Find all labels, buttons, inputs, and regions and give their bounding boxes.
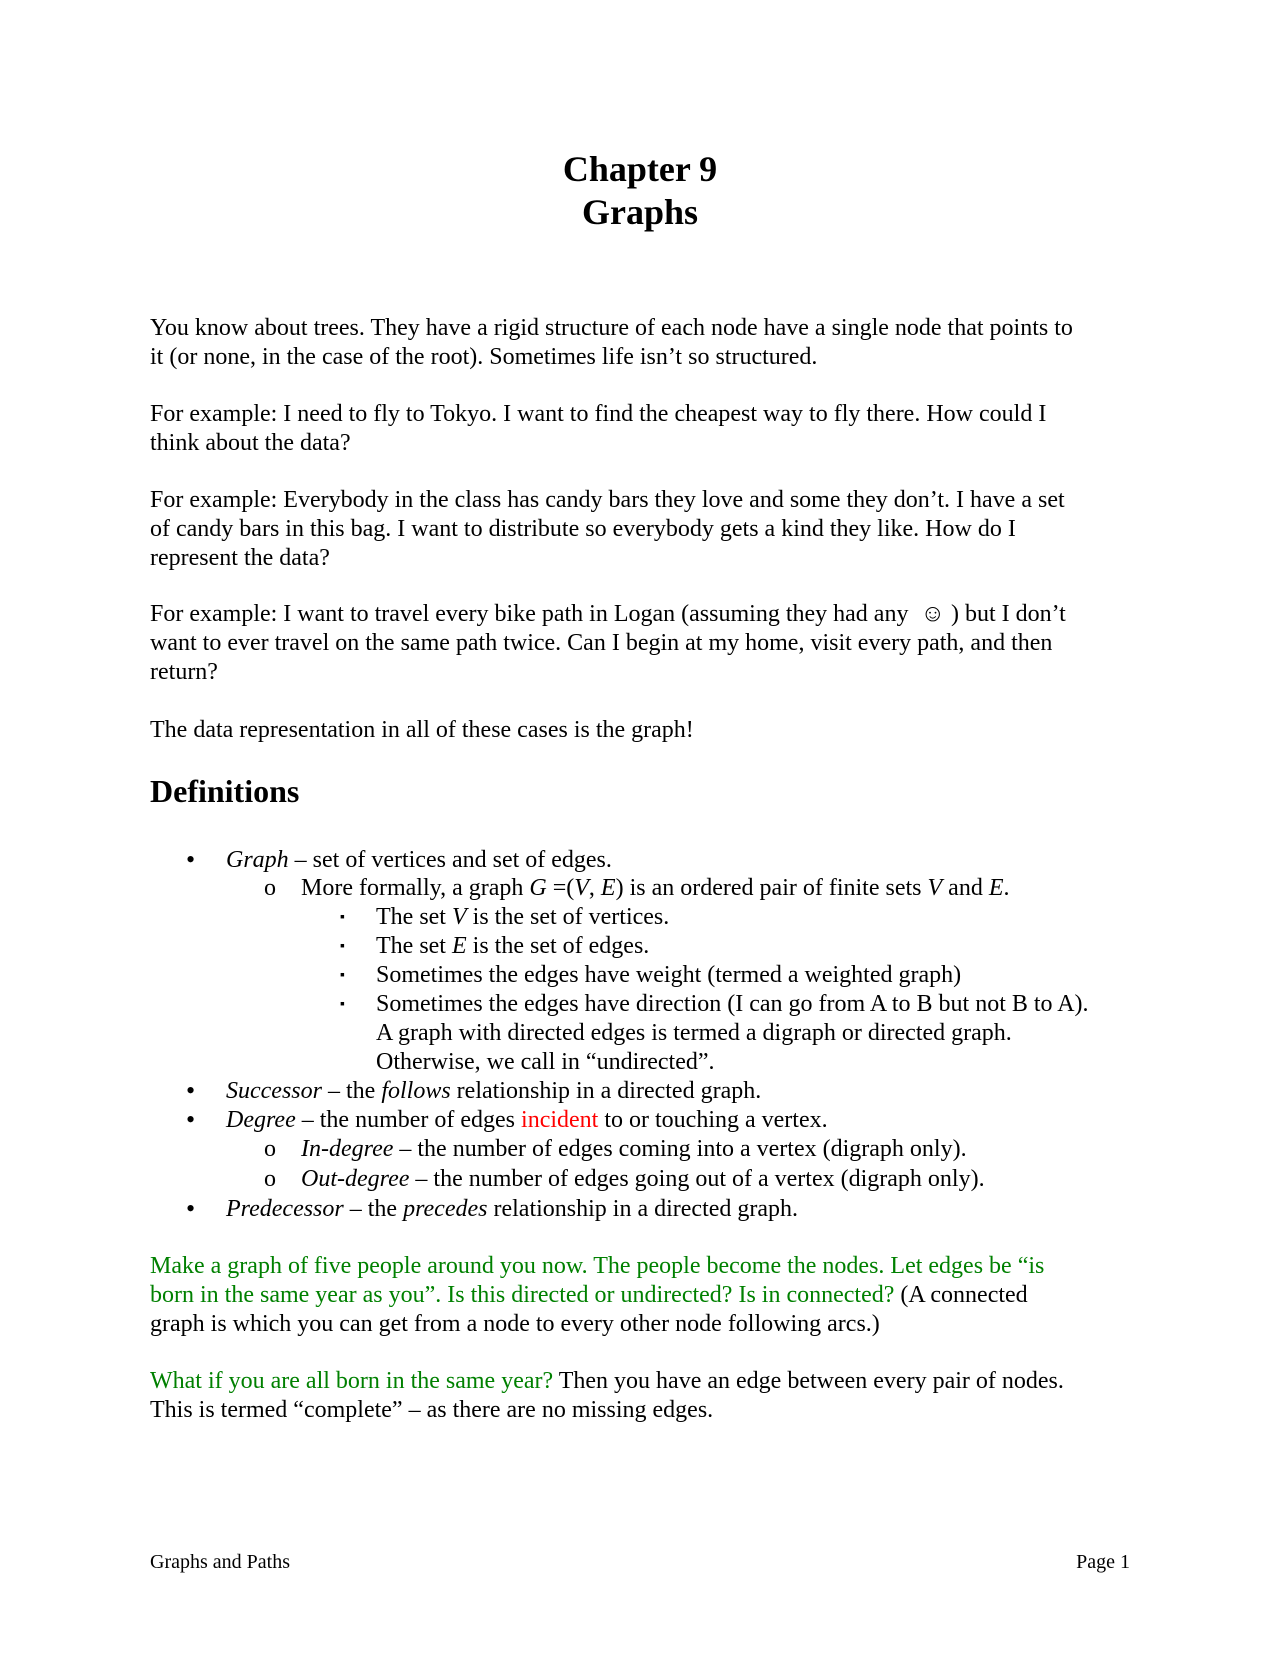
list-item-formal-definition: More formally, a graph G =(V, E) is an ordered pair of finite sets V and E. (301, 875, 1010, 901)
highlight-incident: incident (521, 1107, 599, 1133)
intro-paragraph-3: For example: Everybody in the class has candy bars they love and some they don’t. I have a set of candy bars in this bag. I want to distribute so everybody gets a kind they like. How do I represent the data? (150, 487, 1065, 571)
math-formula: G =(V, E) (529, 875, 624, 901)
circle-marker: o (264, 1136, 276, 1162)
activity-paragraph: Make a graph of five people around you now. The people become the nodes. Let edges be “is born in the same year as you”. Is this directed or undirected? Is in connected? (A connected graph is which you can get from a node to every other node following arcs.) (150, 1253, 1045, 1337)
square-marker: ▪ (340, 968, 345, 983)
footer-page-number: Page 1 (1076, 1551, 1130, 1573)
chapter-name: Graphs (581, 192, 699, 232)
smiley-icon: ☺ (920, 601, 945, 627)
term-degree: Degree (226, 1107, 296, 1133)
square-marker: ▪ (340, 910, 345, 925)
complete-graph-paragraph: What if you are all born in the same year? Then you have an edge between every pair of nodes. This is termed “complete” – as there are no missing edges. (150, 1368, 1064, 1423)
intro-paragraph-1: You know about trees. They have a rigid structure of each node have a single node that points to it (or none, in the case of the root). Sometimes life isn’t so structured. (150, 315, 1073, 370)
bullet-marker: • (186, 845, 196, 874)
list-item-edge-set: The set E is the set of edges. (376, 933, 650, 959)
square-marker: ▪ (340, 939, 345, 954)
chapter-title (0, 148, 1280, 234)
term-graph: Graph (226, 847, 289, 873)
term-predecessor: Predecessor (226, 1196, 344, 1222)
list-item-degree: Degree – the number of edges incident to or touching a vertex. (226, 1107, 828, 1133)
bullet-marker: • (186, 1194, 196, 1223)
list-item-successor: Successor – the follows relationship in a directed graph. (226, 1078, 762, 1104)
circle-marker: o (264, 1166, 276, 1192)
bullet-marker: • (186, 1076, 196, 1105)
list-item-direction: Sometimes the edges have direction (I can go from A to B but not B to A). A graph with directed edges is termed a digraph or directed graph. Otherwise, we call in “undirected”. (376, 991, 1089, 1075)
list-item-graph: Graph – set of vertices and set of edges. (226, 847, 612, 873)
list-item-vertex-set: The set V is the set of vertices. (376, 904, 670, 930)
circle-marker: o (264, 875, 276, 901)
list-item-predecessor: Predecessor – the precedes relationship in a directed graph. (226, 1196, 799, 1222)
intro-paragraph-2: For example: I need to fly to Tokyo. I want to find the cheapest way to fly there. How could I think about the data? (150, 401, 1047, 456)
chapter-number: Chapter 9 (562, 149, 718, 189)
list-item-out-degree: Out-degree – the number of edges going out of a vertex (digraph only). (301, 1166, 985, 1192)
intro-paragraph-4: For example: I want to travel every bike path in Logan (assuming they had any ☺ ) but I don’t want to ever travel on the same path twice. Can I begin at my home, visit every path, and then return? (150, 601, 1066, 685)
term-successor: Successor (226, 1078, 322, 1104)
list-item-weight: Sometimes the edges have weight (termed a weighted graph) (376, 962, 962, 988)
bullet-marker: • (186, 1105, 196, 1134)
square-marker: ▪ (340, 997, 345, 1012)
intro-paragraph-5: The data representation in all of these cases is the graph! (150, 717, 694, 743)
list-item-in-degree: In-degree – the number of edges coming into a vertex (digraph only). (301, 1136, 967, 1162)
footer-title: Graphs and Paths (150, 1551, 290, 1573)
definitions-heading: Definitions (150, 773, 300, 809)
